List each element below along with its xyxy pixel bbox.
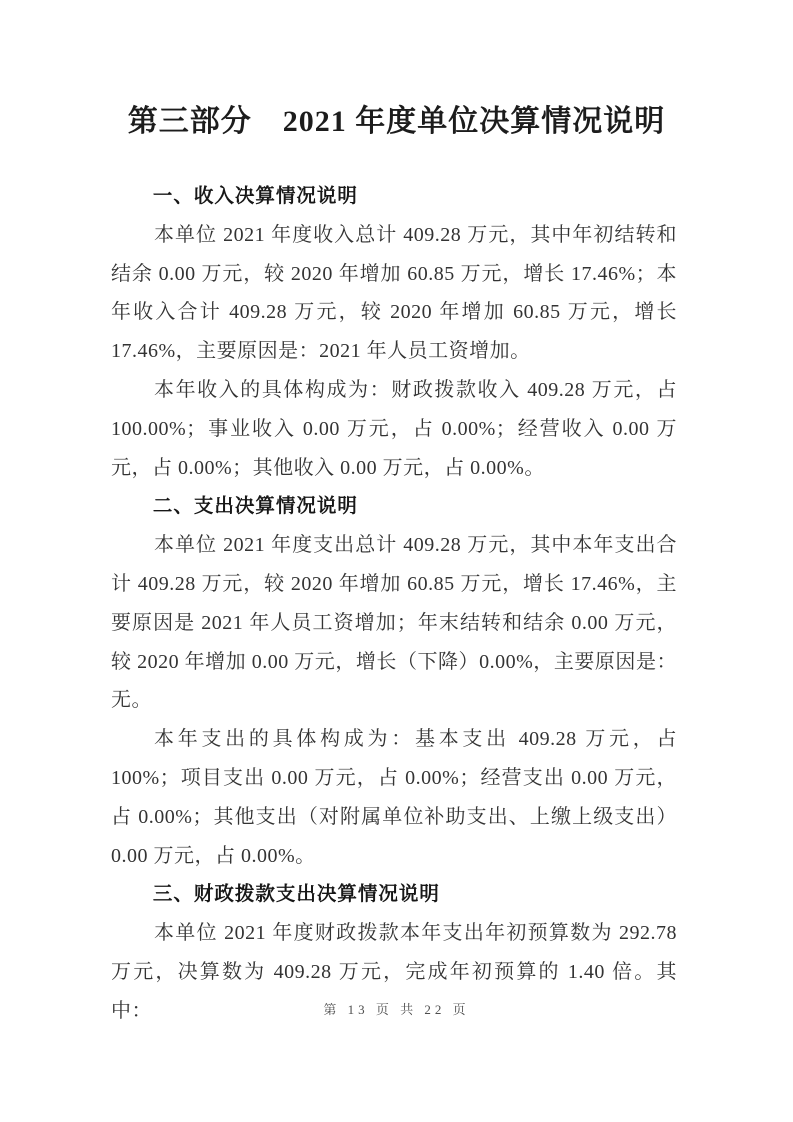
expenditure-summary-paragraph: 本单位 2021 年度支出总计 409.28 万元，其中本年支出合计 409.28 万元，较 2020 年增加 60.85 万元，增长 17.46%，主要原因是 2021 年人员工资增加；年末结转和结余 0.00 万元，较 2020 年增加 0.00 万元，增长（下降）0.00%，主要原因是：无。: [111, 534, 677, 712]
section-expenditure-heading: 二、支出决算情况说明: [152, 495, 358, 518]
income-summary-paragraph: 本单位 2021 年度收入总计 409.28 万元，其中年初结转和结余 0.00 万元，较 2020 年增加 60.85 万元，增长 17.46%；本年收入合计 409.28 万元，较 2020 年增加 60.85 万元，增长 17.46%，主要原因是：2021 年人员工资增加。: [111, 223, 677, 363]
page-number-footer: 第 13 页 共 22 页: [323, 1002, 470, 1017]
section-income: [111, 177, 677, 487]
expenditure-composition-paragraph: 本年支出的具体构成为：基本支出 409.28 万元，占 100%；项目支出 0.00 万元，占 0.00%；经营支出 0.00 万元，占 0.00%；其他支出（对附属单位补助支出、上缴上级支出）0.00 万元，占 0.00%。: [111, 728, 677, 867]
document-title: 第三部分 2021 年度单位决算情况说明: [127, 105, 666, 138]
section-expenditure: [111, 487, 677, 875]
fiscal-appropriation-paragraph: 本单位 2021 年度财政拨款本年支出年初预算数为 292.78 万元，决算数为 409.28 万元，完成年初预算的 1.40 倍。其中：: [111, 922, 677, 1022]
income-composition-paragraph: 本年收入的具体构成为：财政拨款收入 409.28 万元，占 100.00%；事业收入 0.00 万元，占 0.00%；经营收入 0.00 万元，占 0.00%；其他收入 0.00 万元，占 0.00%。: [111, 378, 677, 479]
document-body: [111, 177, 677, 1031]
section-fiscal-appropriation-heading: 三、财政拨款支出决算情况说明: [152, 883, 440, 906]
section-income-heading: 一、收入决算情况说明: [152, 185, 358, 207]
